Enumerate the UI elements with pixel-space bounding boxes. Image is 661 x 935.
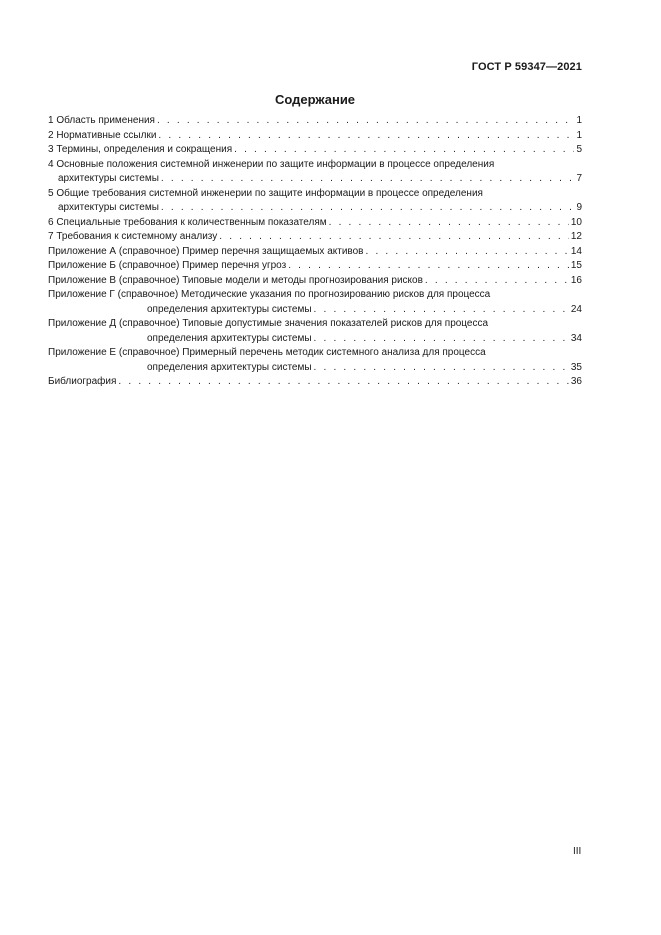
toc-entry-page: 16 bbox=[570, 274, 582, 286]
toc-entry-text: 5 Общие требования системной инженерии по защите информации в процессе определения bbox=[48, 187, 483, 199]
page-number: III bbox=[573, 846, 582, 857]
toc-entry-appendix-b[interactable] bbox=[48, 259, 582, 274]
toc-entry-text: 2 Нормативные ссылки bbox=[48, 129, 157, 141]
toc-entry-page: 35 bbox=[570, 361, 582, 373]
toc-entry-6[interactable] bbox=[48, 216, 582, 231]
toc-entry-appendix-d[interactable] bbox=[48, 317, 582, 346]
toc-entry-2[interactable] bbox=[48, 129, 582, 144]
toc-entry-page: 24 bbox=[570, 303, 582, 315]
toc-entry-page: 12 bbox=[570, 231, 582, 242]
toc-entry-page: 9 bbox=[576, 202, 582, 213]
standard-id: ГОСТ Р 59347—2021 bbox=[471, 61, 582, 73]
toc-entry-text-cont: архитектуры системы bbox=[58, 173, 159, 184]
toc-entry-appendix-e[interactable] bbox=[48, 346, 582, 375]
toc-entry-text-cont: определения архитектуры системы bbox=[147, 361, 312, 373]
toc-entry-3[interactable] bbox=[48, 143, 582, 158]
toc-title: Содержание bbox=[274, 92, 356, 107]
toc-entry-4[interactable] bbox=[48, 158, 582, 187]
toc-entry-5[interactable] bbox=[48, 187, 582, 216]
toc-entry-page: 34 bbox=[570, 332, 582, 344]
toc-entry-text: Приложение Г (справочное) Методические указания по прогнозированию рисков для процесса bbox=[48, 289, 491, 300]
toc-entry-text: 3 Термины, определения и сокращения bbox=[48, 144, 233, 155]
toc-entry-page: 1 bbox=[576, 129, 582, 141]
toc-entry-text: Приложение Е (справочное) Примерный перечень методик системного анализа для процесса bbox=[48, 347, 486, 358]
toc-entry-text: 6 Специальные требования к количественным показателям bbox=[48, 216, 327, 228]
toc-entry-text-cont: определения архитектуры системы bbox=[147, 303, 312, 315]
toc-entry-page: 5 bbox=[576, 144, 582, 155]
toc-entry-text: Приложение Б (справочное) Пример перечня угроз bbox=[48, 260, 287, 271]
toc-entry-text: Приложение В (справочное) Типовые модели и методы прогнозирования рисков bbox=[48, 274, 423, 286]
toc-entry-appendix-v[interactable] bbox=[48, 274, 582, 289]
toc-entry-page: 10 bbox=[570, 216, 582, 228]
toc-entry-bibliography[interactable] bbox=[48, 375, 582, 390]
toc-entry-text: Приложение Д (справочное) Типовые допустимые значения показателей рисков для процесса bbox=[48, 318, 489, 329]
toc-entry-appendix-g[interactable] bbox=[48, 288, 582, 317]
toc-entry-text: 7 Требования к системному анализу bbox=[48, 231, 218, 242]
toc-entry-page: 1 bbox=[576, 115, 582, 126]
toc-entry-page: 36 bbox=[570, 376, 582, 387]
toc-entry-1[interactable] bbox=[48, 114, 582, 129]
toc-entry-7[interactable] bbox=[48, 230, 582, 245]
toc-entry-text-cont: архитектуры системы bbox=[58, 202, 159, 213]
toc-entry-text-cont: определения архитектуры системы bbox=[147, 332, 312, 344]
toc-entry-page: 7 bbox=[576, 173, 582, 184]
toc-entry-text: 4 Основные положения системной инженерии по защите информации в процессе определения bbox=[48, 158, 495, 170]
toc-entry-page: 15 bbox=[570, 260, 582, 271]
toc-entry-text: Библиография bbox=[48, 376, 117, 387]
toc-entry-text: 1 Область применения bbox=[48, 115, 155, 126]
toc-entry-text: Приложение А (справочное) Пример перечня защищаемых активов bbox=[48, 245, 364, 257]
toc-entry-page: 14 bbox=[570, 245, 582, 257]
table-of-contents bbox=[48, 114, 582, 390]
toc-entry-appendix-a[interactable] bbox=[48, 245, 582, 260]
